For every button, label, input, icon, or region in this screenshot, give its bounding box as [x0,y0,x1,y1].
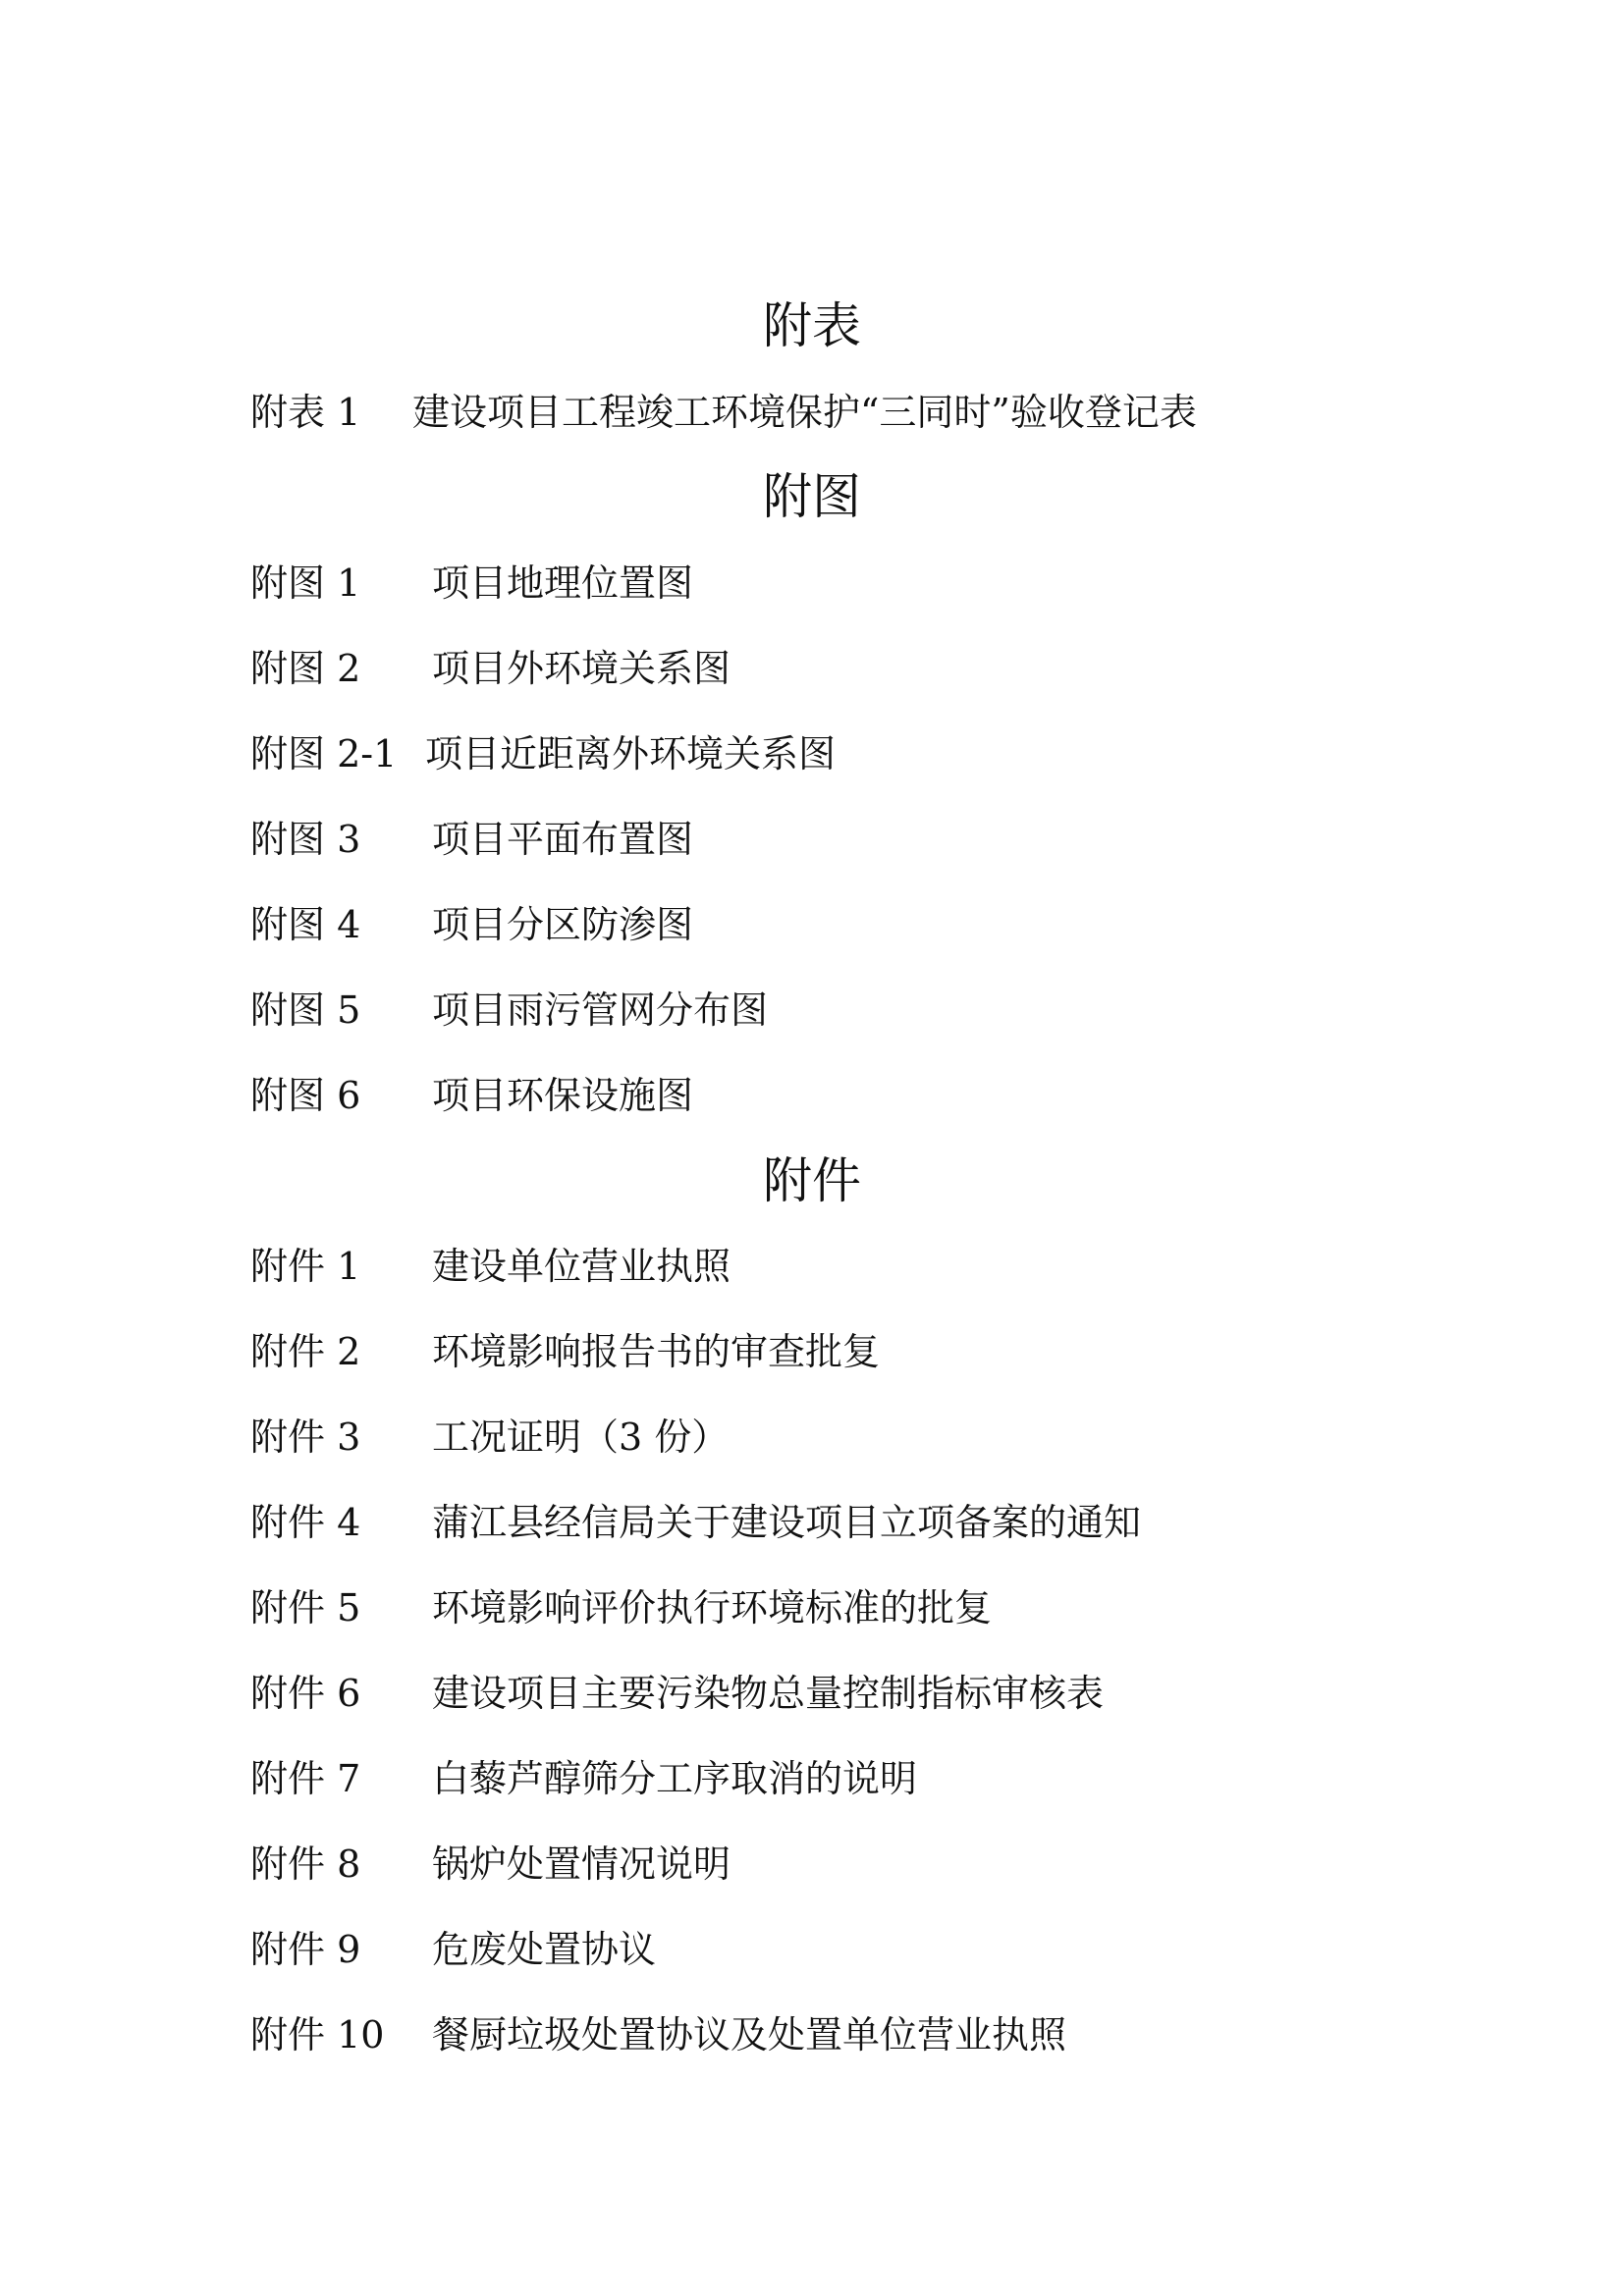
item-title: 建设项目工程竣工环境保护“三同时”验收登记表 [412,391,1197,434]
section-heading-tables: 附表 [763,297,861,354]
item-label: 附图 4 [250,903,361,946]
item-label: 附图 2-1 [250,732,398,775]
item-label: 附图 1 [250,561,361,605]
item-label: 附件 4 [250,1501,361,1544]
item-label: 附图 5 [250,988,361,1032]
item-label: 附表 1 [250,391,361,434]
item-title: 危废处置协议 [432,1928,657,1971]
item-label: 附件 10 [250,2013,385,2056]
item-label: 附图 3 [250,818,361,861]
section-heading-attachments: 附件 [763,1152,861,1209]
item-title: 餐厨垃圾处置协议及处置单位营业执照 [432,2013,1067,2056]
item-label: 附件 2 [250,1330,361,1373]
item-label: 附件 8 [250,1842,361,1886]
item-title: 建设项目主要污染物总量控制指标审核表 [432,1672,1105,1715]
item-title: 蒲江县经信局关于建设项目立项备案的通知 [432,1501,1142,1544]
item-title: 项目分区防渗图 [432,903,694,946]
item-title: 建设单位营业执照 [432,1245,731,1288]
item-title: 项目环保设施图 [432,1074,694,1117]
item-label: 附件 9 [250,1928,361,1971]
item-title: 项目地理位置图 [432,561,694,605]
item-label: 附件 6 [250,1672,361,1715]
section-heading-figures: 附图 [763,468,861,525]
item-title: 锅炉处置情况说明 [432,1842,731,1886]
item-label: 附件 3 [250,1415,361,1459]
item-label: 附件 1 [250,1245,361,1288]
item-label: 附图 2 [250,647,361,690]
item-title: 项目近距离外环境关系图 [425,732,837,775]
item-title: 环境影响评价执行环境标准的批复 [432,1586,993,1629]
item-label: 附件 7 [250,1757,361,1800]
item-title: 项目雨污管网分布图 [432,988,769,1032]
item-label: 附图 6 [250,1074,361,1117]
item-title: 项目外环境关系图 [432,647,731,690]
item-title: 项目平面布置图 [432,818,694,861]
item-title: 工况证明（3 份） [432,1415,730,1459]
item-label: 附件 5 [250,1586,361,1629]
item-title: 白藜芦醇筛分工序取消的说明 [432,1757,918,1800]
item-title: 环境影响报告书的审查批复 [432,1330,881,1373]
